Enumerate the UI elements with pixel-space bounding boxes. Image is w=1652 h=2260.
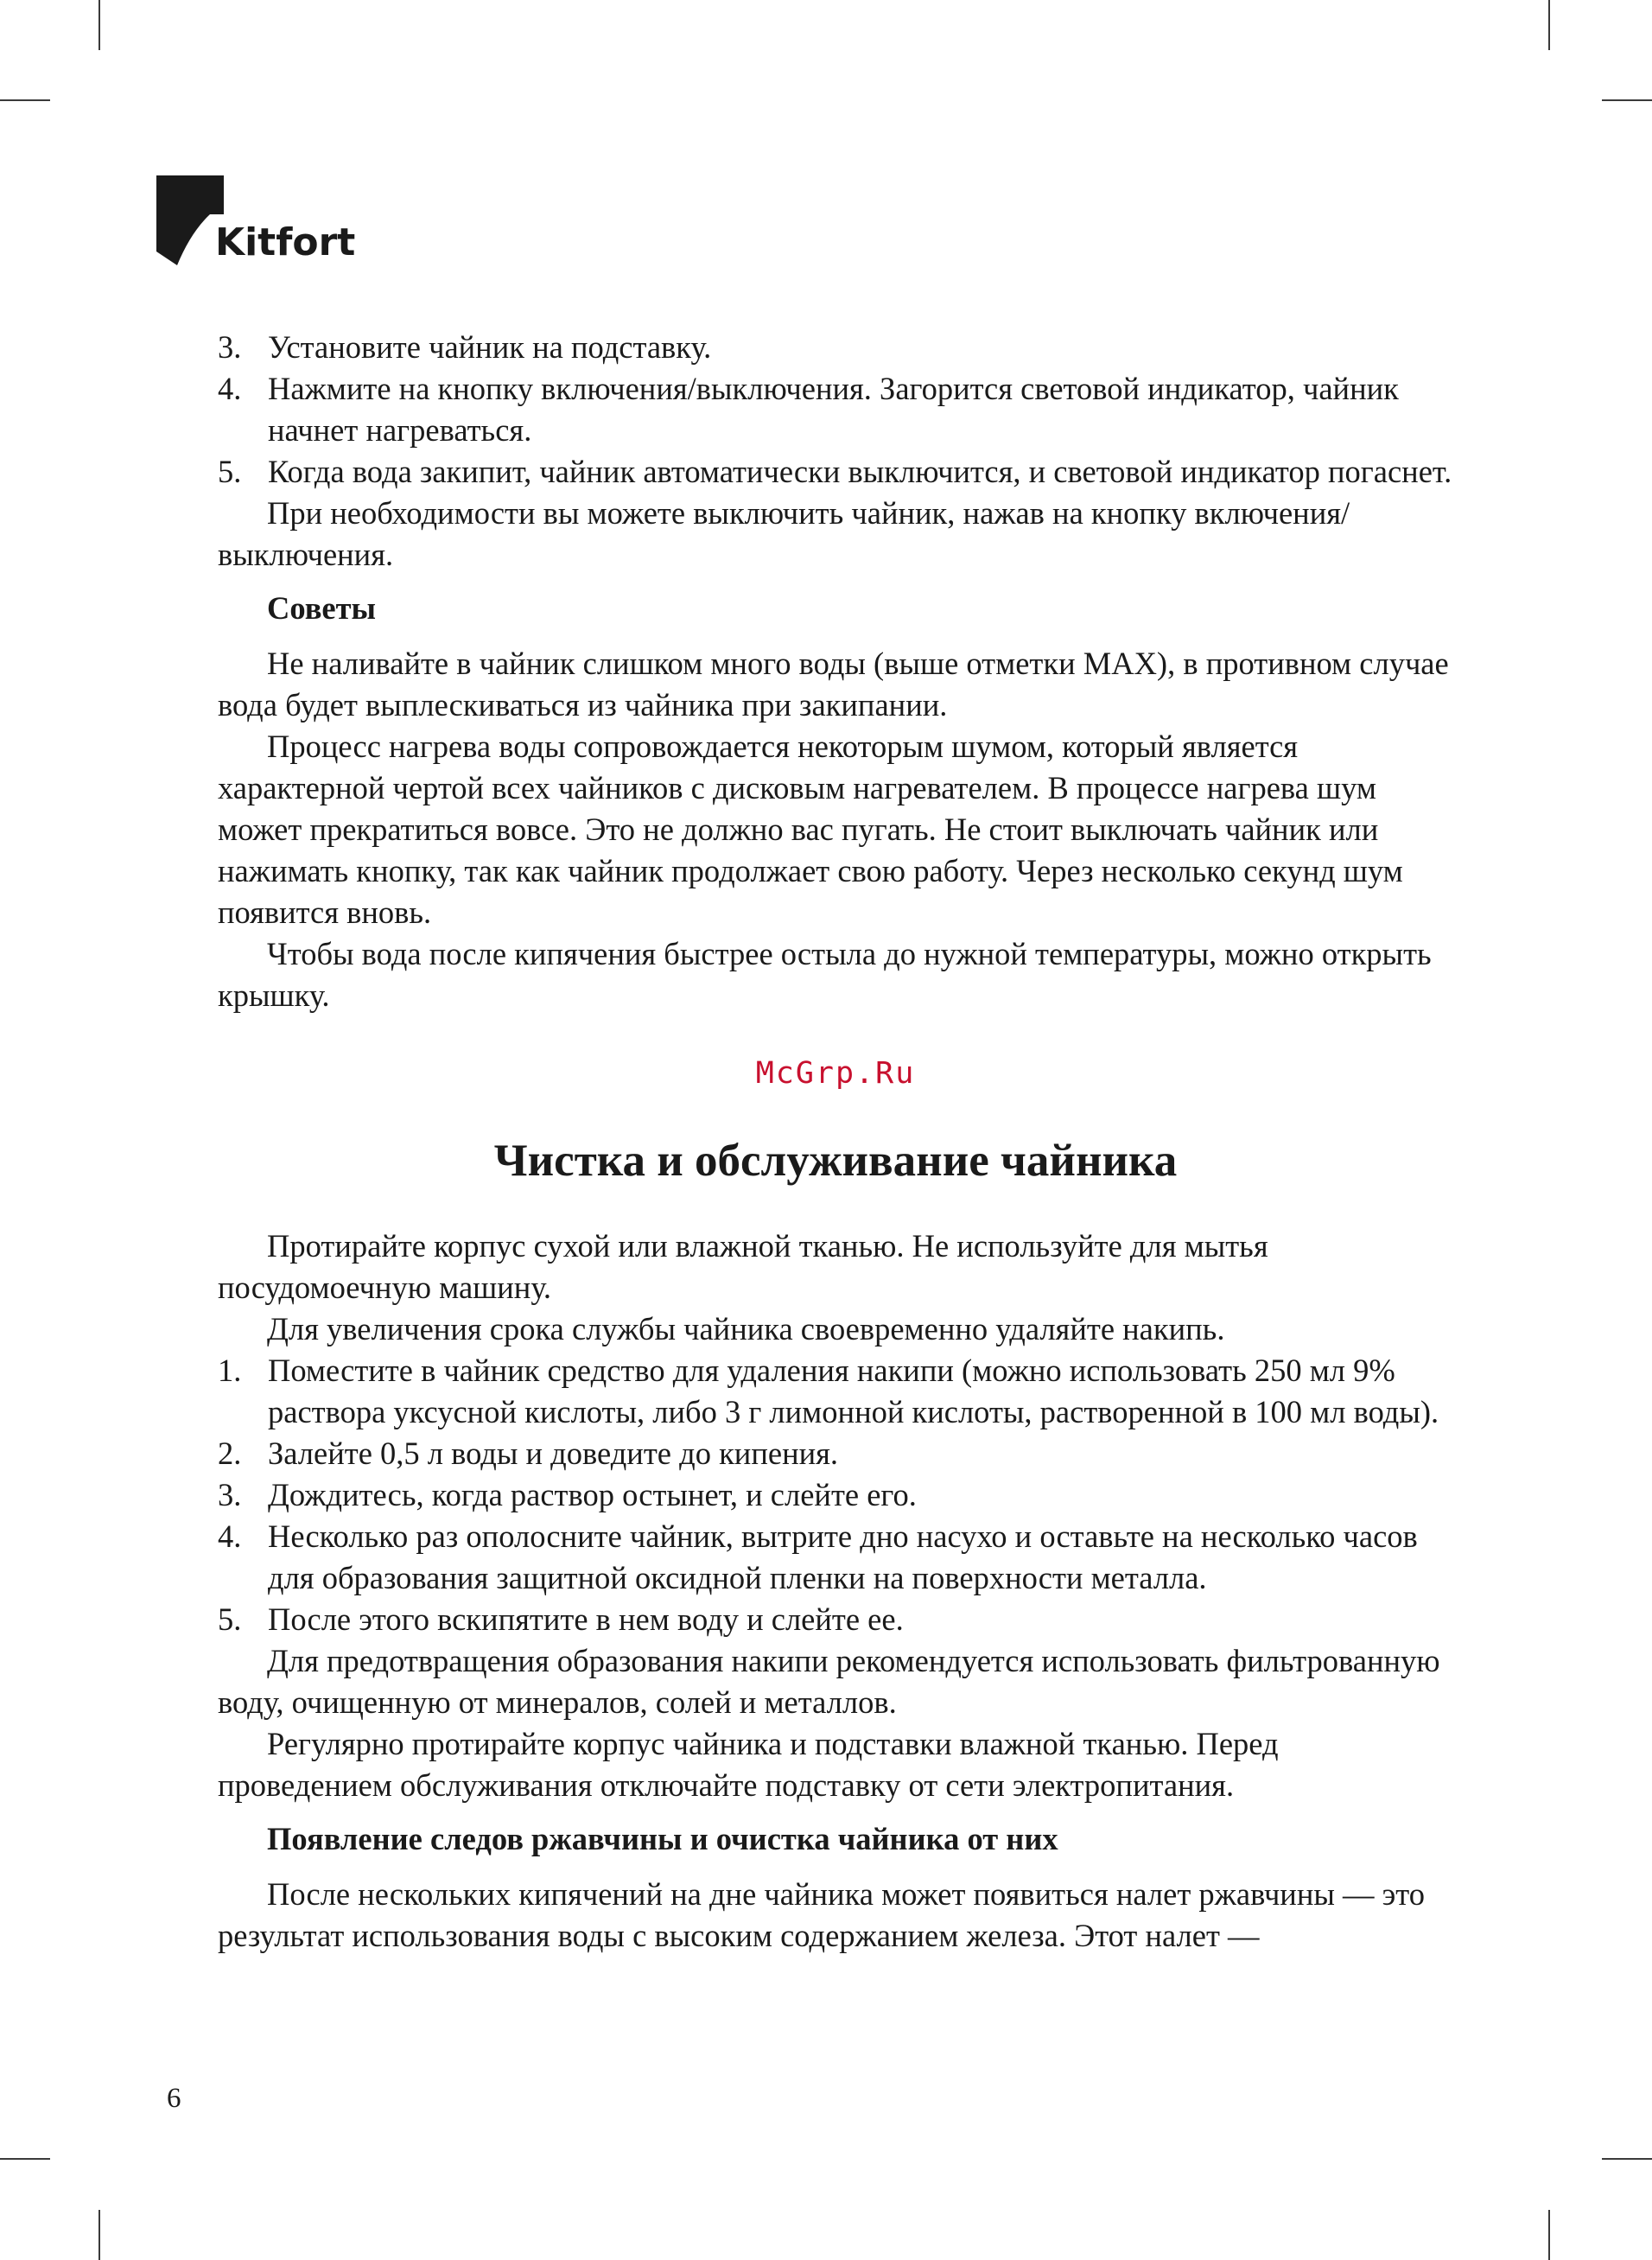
list-text: Залейте 0,5 л воды и доведите до кипения. xyxy=(268,1436,839,1471)
list-text: Дождитесь, когда раствор остынет, и слейте его. xyxy=(268,1477,917,1512)
paragraph: При необходимости вы можете выключить чайник, нажав на кнопку включения/выключения. xyxy=(218,495,1350,572)
paragraph: После нескольких кипячений на дне чайника может появиться налет ржавчины — это результат использования воды с высоким содержанием железа. Этот налет — xyxy=(218,1876,1426,1953)
list-text: Когда вода закипит, чайник автоматически выключится, и световой индикатор погаснет. xyxy=(268,454,1452,489)
list-number: 3. xyxy=(218,329,242,365)
list-number: 1. xyxy=(218,1353,242,1388)
kitfort-logo xyxy=(156,175,355,271)
list-text: Несколько раз ополосните чайник, вытрите дно насухо и оставьте на несколько часов для образования защитной оксидной пленки на поверхности металла. xyxy=(268,1518,1418,1595)
descaling-steps-list xyxy=(218,1350,1453,1640)
rust-heading: Появление следов ржавчины и очистка чайника от них xyxy=(267,1821,1058,1856)
list-text: Установите чайник на подставку. xyxy=(268,329,712,365)
list-item xyxy=(218,1474,1453,1516)
watermark: McGrp.Ru xyxy=(755,1056,916,1091)
paragraph: Протирайте корпус сухой или влажной тканью. Не используйте для мытья посудомоечную машину. xyxy=(218,1228,1268,1305)
list-item xyxy=(218,327,1453,368)
list-number: 5. xyxy=(218,1601,242,1637)
page-content xyxy=(218,327,1453,1957)
crop-mark xyxy=(1602,99,1652,101)
logo-text: Kitfort xyxy=(215,220,356,264)
list-text: Поместите в чайник средство для удаления накипи (можно использовать 250 мл 9% раствора уксусной кислоты, либо 3 г лимонной кислоты, растворенной в 100 мл воды). xyxy=(268,1353,1439,1429)
section-title: Чистка и обслуживание чайника xyxy=(493,1136,1178,1186)
crop-mark xyxy=(98,0,100,50)
tips-heading: Советы xyxy=(267,590,377,626)
paragraph: Чтобы вода после кипячения быстрее остыла до нужной температуры, можно открыть крышку. xyxy=(218,936,1432,1013)
list-item xyxy=(218,368,1453,451)
list-number: 4. xyxy=(218,371,242,406)
list-number: 4. xyxy=(218,1518,242,1554)
list-item xyxy=(218,1350,1453,1433)
paragraph: Процесс нагрева воды сопровождается некоторым шумом, который является характерной чертой всех чайников с дисковым нагревателем. В процессе нагрева шум может прекратиться вовсе. Это не должно вас пугать. Не стоит выключать чайник или нажимать кнопку, так как чайник продолжает свою работу. Через несколько секунд шум появится вновь. xyxy=(218,729,1403,930)
page-number: 6 xyxy=(167,2083,181,2114)
paragraph: Для увеличения срока службы чайника своевременно удаляйте накипь. xyxy=(267,1311,1225,1346)
crop-mark xyxy=(0,99,50,101)
crop-mark xyxy=(98,2210,100,2260)
crop-mark xyxy=(1548,2210,1550,2260)
list-item xyxy=(218,451,1453,493)
list-item xyxy=(218,1599,1453,1640)
crop-mark xyxy=(0,2158,50,2160)
list-text: Нажмите на кнопку включения/выключения. Загорится световой индикатор, чайник начнет нагреваться. xyxy=(268,371,1399,448)
paragraph: Не наливайте в чайник слишком много воды (выше отметки MAX), в противном случае вода будет выплескиваться из чайника при закипании. xyxy=(218,646,1449,723)
list-item xyxy=(218,1516,1453,1599)
crop-mark xyxy=(1602,2158,1652,2160)
crop-mark xyxy=(1548,0,1550,50)
list-number: 5. xyxy=(218,454,242,489)
paragraph: Для предотвращения образования накипи рекомендуется использовать фильтрованную воду, очищенную от минералов, солей и металлов. xyxy=(218,1643,1440,1720)
paragraph: Регулярно протирайте корпус чайника и подставки влажной тканью. Перед проведением обслуживания отключайте подставку от сети электропитания. xyxy=(218,1726,1279,1803)
list-item xyxy=(218,1433,1453,1474)
steps-list xyxy=(218,327,1453,493)
list-number: 3. xyxy=(218,1477,242,1512)
list-text: После этого вскипятите в нем воду и слейте ее. xyxy=(268,1601,904,1637)
list-number: 2. xyxy=(218,1436,242,1471)
